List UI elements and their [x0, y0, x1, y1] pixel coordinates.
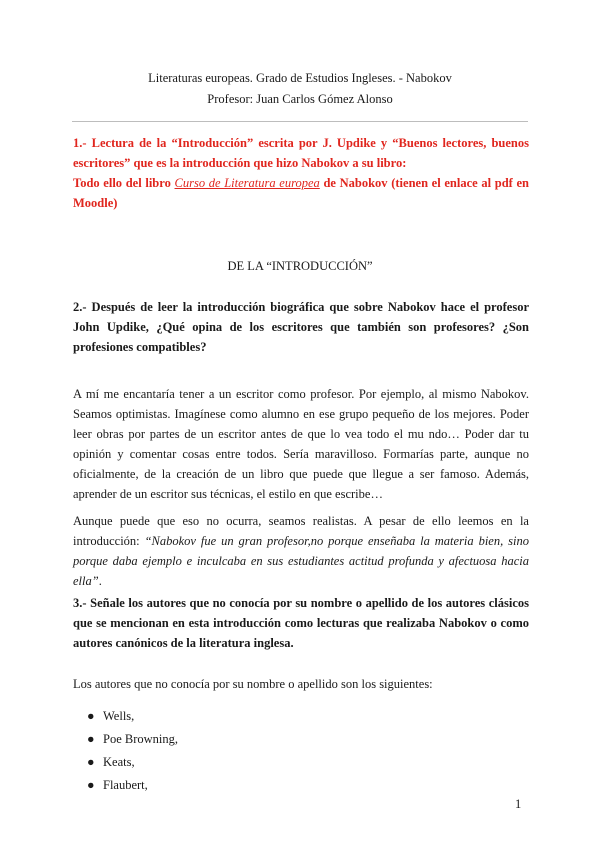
question-2: 2.- Después de leer la introducción biográfica que sobre Nabokov hace el profesor John Updike, ¿Qué opina de los escritores que también son profesores? ¿Son profesiones compatibles?: [73, 300, 529, 354]
section-title: DE LA “INTRODUCCIÓN”: [227, 259, 373, 273]
book-link[interactable]: Curso de Literatura europea: [174, 176, 320, 190]
question-1: [73, 133, 529, 213]
bullet-icon: ●: [87, 755, 95, 769]
author-name: Wells,: [103, 709, 135, 723]
list-item: [73, 751, 178, 774]
list-item: [73, 728, 178, 751]
answer-2-paragraph-1: A mí me encantaría tener a un escritor como profesor. Por ejemplo, al mismo Nabokov. Seamos optimistas. Imagínese como alumno en ese grupo pequeño de los mejores. Poder leer obras por partes de un escritor antes de que lo vea todo el mu ndo… Poder dar tu opinión y comentar cosas entre todos. Sería maravilloso. Formarías parte, aunque no oficialmente, de la creación de un libro que puede que llegue a ser famoso. Además, aprender de un escritor sus técnicas, el estilo en que escribe…: [73, 387, 529, 501]
bullet-icon: ●: [87, 778, 95, 792]
answer-2-quote: “Nabokov fue un gran profesor,no porque enseñaba la materia bien, sino porque daba ejemplo e inculcaba en sus estudiantes actitud profunda y afectuosa hacia ella”: [73, 534, 529, 588]
author-name: Flaubert,: [103, 778, 148, 792]
answer-2-end: .: [98, 574, 102, 588]
page-number: 1: [515, 797, 522, 811]
header-divider: [72, 121, 528, 122]
document-header: [0, 68, 600, 110]
answer-3-intro: Los autores que no conocía por su nombre o apellido son los siguientes:: [73, 677, 433, 691]
answer-2-paragraph-2: [73, 511, 529, 591]
bullet-icon: ●: [87, 732, 95, 746]
author-name: Keats,: [103, 755, 135, 769]
list-item: [73, 774, 178, 797]
header-course-line: Literaturas europeas. Grado de Estudios Ingleses. - Nabokov: [148, 71, 452, 85]
bullet-icon: ●: [87, 709, 95, 723]
question-1-source-pre: Todo ello del libro: [73, 176, 175, 190]
question-1-text: 1.- Lectura de la “Introducción” escrita por J. Updike y “Buenos lectores, buenos escritores” que es la introducción que hizo Nabokov a su libro:: [73, 136, 529, 170]
authors-list: [73, 705, 178, 797]
list-item: [73, 705, 178, 728]
answer-2-lead: Aunque puede que eso no ocurra, seamos realistas. A pesar de ello leemos en la introducción:: [73, 514, 529, 548]
question-1-source-post: de Nabokov (tienen el enlace al pdf en Moodle): [73, 176, 529, 210]
question-3: 3.- Señale los autores que no conocía por su nombre o apellido de los autores clásicos que se mencionan en esta introducción como lecturas que realizaba Nabokov o como autores canónicos de la literatura inglesa.: [73, 596, 529, 650]
author-name: Poe Browning,: [103, 732, 178, 746]
header-professor-line: Profesor: Juan Carlos Gómez Alonso: [207, 92, 393, 106]
